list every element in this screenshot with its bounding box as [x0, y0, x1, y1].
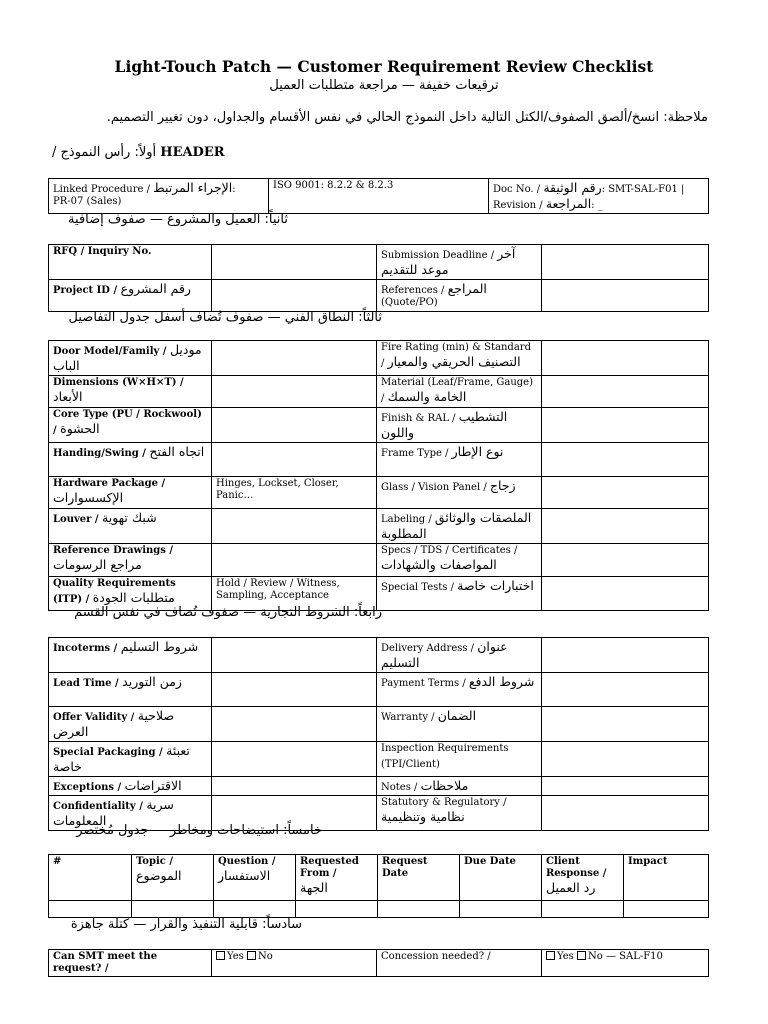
- field-value[interactable]: [212, 638, 377, 673]
- table-cell[interactable]: [542, 901, 624, 918]
- table-row: [49, 777, 709, 796]
- table-row: [49, 376, 709, 408]
- column-header: Client Response / رد العميل: [542, 855, 624, 901]
- field-value[interactable]: [212, 280, 377, 312]
- field-label: References / المراجع (Quote/PO): [377, 280, 542, 312]
- field-label: Frame Type / نوع الإطار: [377, 443, 542, 477]
- concession-question: Concession needed? /: [377, 950, 542, 977]
- table-cell[interactable]: [49, 901, 132, 918]
- linked-procedure-cell: Linked Procedure / الإجراء المرتبط: PR-07 (Sales): [49, 179, 269, 214]
- field-label: Finish & RAL / التشطيب واللون: [377, 408, 542, 443]
- field-value[interactable]: [542, 376, 709, 408]
- section-header-heading: أولاً: رأس النموذج / HEADER: [52, 145, 225, 160]
- field-label: Door Model/Family / موديل الباب: [49, 341, 212, 376]
- section-technical-heading: ثالثاً: النطاق الفني — صفوف تُضاف أسفل جدول التفاصيل: [68, 310, 382, 325]
- field-label: Lead Time / زمن التوريد: [49, 673, 212, 707]
- table-row: [49, 673, 709, 707]
- field-value[interactable]: [542, 443, 709, 477]
- field-label: Glass / Vision Panel / زجاج: [377, 477, 542, 509]
- field-value[interactable]: [212, 742, 377, 777]
- table-cell[interactable]: [624, 901, 709, 918]
- field-value[interactable]: [212, 341, 377, 376]
- section-client-heading: ثانياً: العميل والمشروع — صفوف إضافية: [68, 212, 288, 227]
- field-value[interactable]: [542, 673, 709, 707]
- note-text: ملاحظة: انسخ/ألصق الصفوف/الكتل التالية داخل النموذج الحالي في نفس الأقسام والجداول، دون تغيير التصميم.: [106, 110, 708, 125]
- field-label: Exceptions / الاقتراضات: [49, 777, 212, 796]
- field-label: Incoterms / شروط التسليم: [49, 638, 212, 673]
- table-row: [49, 280, 709, 312]
- field-label: Louver / شبك تهوية: [49, 509, 212, 544]
- no-checkbox[interactable]: [577, 951, 586, 960]
- table-row: [49, 341, 709, 376]
- field-value[interactable]: [542, 638, 709, 673]
- table-cell[interactable]: [132, 901, 214, 918]
- field-value[interactable]: [212, 707, 377, 742]
- table-cell[interactable]: [460, 901, 542, 918]
- field-value[interactable]: [212, 777, 377, 796]
- clarifications-table: [48, 854, 709, 918]
- column-header: Requested From / الجهة: [296, 855, 378, 901]
- column-header: Topic / الموضوع: [132, 855, 214, 901]
- column-header: Impact: [624, 855, 709, 901]
- field-value[interactable]: [212, 376, 377, 408]
- table-row: [49, 509, 709, 544]
- section-commercial-heading: رابعاً: الشروط التجارية — صفوف تُضاف في نفس القسم: [74, 605, 382, 620]
- section-feasibility-heading: سادساً: قابلية التنفيذ والقرار — كتلة جاهزة: [70, 917, 302, 932]
- field-label: Inspection Requirements (TPI/Client): [377, 742, 542, 777]
- field-label: Payment Terms / شروط الدفع: [377, 673, 542, 707]
- field-value[interactable]: Hold / Review / Witness, Sampling, Acceptance: [212, 577, 377, 611]
- field-value[interactable]: Hinges, Lockset, Closer, Panic…: [212, 477, 377, 509]
- field-value[interactable]: [542, 544, 709, 577]
- no-checkbox[interactable]: [247, 951, 256, 960]
- field-value[interactable]: [212, 443, 377, 477]
- field-label: Submission Deadline / آخر موعد للتقديم: [377, 245, 542, 280]
- page-title: Light-Touch Patch — Customer Requirement Review Checklist: [114, 57, 654, 76]
- field-value[interactable]: [542, 577, 709, 611]
- table-row: [49, 544, 709, 577]
- field-value[interactable]: [542, 742, 709, 777]
- field-label: Statutory & Regulatory / نظامية وتنظيمية: [377, 796, 542, 831]
- field-label: Reference Drawings / مراجع الرسومات: [49, 544, 212, 577]
- technical-scope-table: [48, 340, 709, 611]
- table-cell[interactable]: [214, 901, 296, 918]
- field-value[interactable]: [542, 509, 709, 544]
- field-value[interactable]: [542, 245, 709, 280]
- field-label: Project ID / رقم المشروع: [49, 280, 212, 312]
- field-label: Offer Validity / صلاحية العرض: [49, 707, 212, 742]
- page-subtitle: ترقيعات خفيفة — مراجعة متطلبات العميل: [269, 78, 499, 93]
- field-label: Handing/Swing / اتجاه الفتح: [49, 443, 212, 477]
- field-label: Dimensions (W×H×T) / الأبعاد: [49, 376, 212, 408]
- table-row: [49, 901, 709, 918]
- field-value[interactable]: [542, 777, 709, 796]
- field-value[interactable]: [212, 408, 377, 443]
- feasibility-table: [48, 949, 709, 977]
- column-header: Question / الاستفسار: [214, 855, 296, 901]
- yes-checkbox[interactable]: [546, 951, 555, 960]
- field-value[interactable]: [542, 341, 709, 376]
- table-row: [49, 950, 709, 977]
- field-value[interactable]: [542, 796, 709, 831]
- field-value[interactable]: [212, 509, 377, 544]
- table-row: [49, 408, 709, 443]
- field-value[interactable]: [542, 707, 709, 742]
- column-header: Request Date: [378, 855, 460, 901]
- field-label: Labeling / الملصقات والوثائق المطلوبة: [377, 509, 542, 544]
- column-header: #: [49, 855, 132, 901]
- field-value[interactable]: [212, 245, 377, 280]
- table-cell[interactable]: [296, 901, 378, 918]
- field-value[interactable]: [542, 408, 709, 443]
- commercial-terms-table: [48, 637, 709, 831]
- column-header: Due Date: [460, 855, 542, 901]
- field-value[interactable]: [542, 477, 709, 509]
- concession-options: Yes No — SAL-F10: [542, 950, 709, 977]
- field-value[interactable]: [212, 673, 377, 707]
- table-row: [49, 443, 709, 477]
- field-label: RFQ / Inquiry No.: [49, 245, 212, 280]
- feasibility-question: Can SMT meet the request? /: [49, 950, 212, 977]
- table-row: [49, 742, 709, 777]
- table-cell[interactable]: [378, 901, 460, 918]
- field-label: Hardware Package / الإكسسوارات: [49, 477, 212, 509]
- client-project-table: [48, 244, 709, 312]
- field-label: Special Packaging / تعبئة خاصة: [49, 742, 212, 777]
- field-label: Confidentiality / سرية المعلومات: [49, 796, 212, 831]
- field-label: Warranty / الضمان: [377, 707, 542, 742]
- table-header-row: [49, 855, 709, 901]
- header-table: [48, 178, 709, 214]
- table-row: [49, 707, 709, 742]
- section-clarifications-heading: خامساً: استيضاحات ومخاطر — جدول مُختصر: [76, 823, 322, 838]
- table-row: [49, 245, 709, 280]
- doc-number-cell: Doc No. / رقم الوثيقة: SMT-SAL-F01 | Revision / المراجعة: _: [489, 179, 709, 214]
- field-label: Special Tests / اختبارات خاصة: [377, 577, 542, 611]
- iso-cell: ISO 9001: 8.2.2 & 8.2.3: [269, 179, 489, 214]
- table-row: [49, 638, 709, 673]
- table-row: [49, 477, 709, 509]
- field-label: Fire Rating (min) & Standard / التصنيف الحريقي والمعيار: [377, 341, 542, 376]
- field-label: Quality Requirements (ITP) / متطلبات الجودة: [49, 577, 212, 611]
- feasibility-options: Yes No: [212, 950, 377, 977]
- yes-checkbox[interactable]: [216, 951, 225, 960]
- field-value[interactable]: [212, 544, 377, 577]
- field-label: Delivery Address / عنوان التسليم: [377, 638, 542, 673]
- field-label: Notes / ملاحظات: [377, 777, 542, 796]
- field-label: Specs / TDS / Certificates / المواصفات والشهادات: [377, 544, 542, 577]
- field-label: Material (Leaf/Frame, Gauge) / الخامة والسمك: [377, 376, 542, 408]
- field-label: Core Type (PU / Rockwool) / الحشوة: [49, 408, 212, 443]
- field-value[interactable]: [542, 280, 709, 312]
